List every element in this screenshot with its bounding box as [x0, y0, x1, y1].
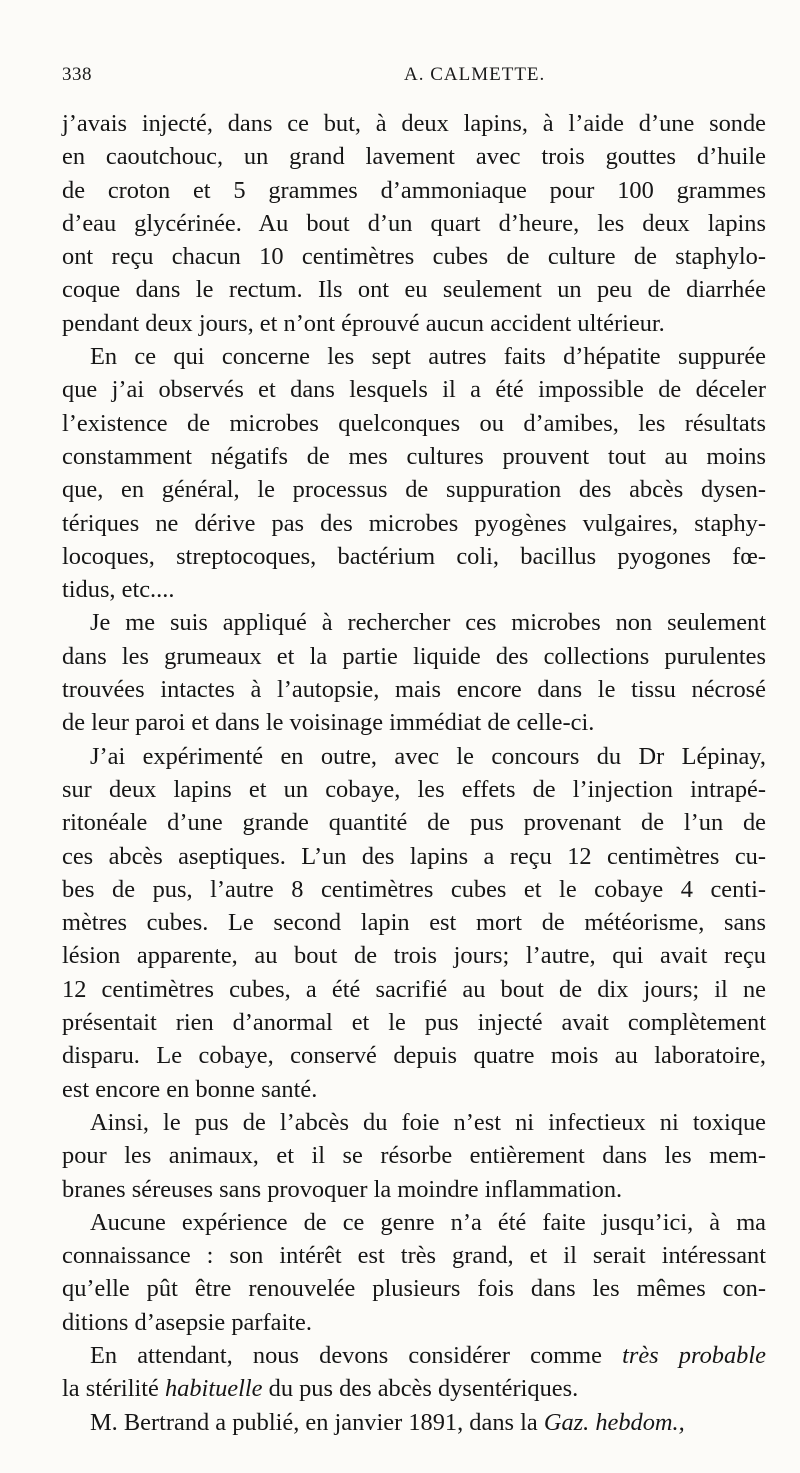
text-line: présentait rien d’anormal et le pus injecté avait complètement	[62, 1009, 766, 1037]
text-line: de leur paroi et dans le voisinage immédiat de celle-ci.	[62, 709, 595, 737]
text-line: tériques ne dérive pas des microbes pyogènes vulgaires, staphy-	[62, 509, 766, 537]
body-text	[62, 107, 766, 1439]
text-line: sur deux lapins et un cobaye, les effets de l’injection intrapé-	[62, 775, 766, 803]
text-line: est encore en bonne santé.	[62, 1075, 318, 1103]
text-line: ont reçu chacun 10 centimètres cubes de culture de staphylo-	[62, 243, 766, 271]
text-line: l’existence de microbes quelconques ou d’amibes, les résultats	[62, 409, 766, 437]
text-line: de croton et 5 grammes d’ammoniaque pour 100 grammes	[62, 176, 766, 204]
page-header	[62, 62, 782, 90]
text-line: d’eau glycérinée. Au bout d’un quart d’heure, les deux lapins	[62, 209, 766, 237]
text-line: coque dans le rectum. Ils ont eu seulement un peu de diarrhée	[62, 276, 766, 304]
text-line: branes séreuses sans provoquer la moindre inflammation.	[62, 1175, 623, 1203]
text-line: constamment négatifs de mes cultures prouvent tout au moins	[62, 442, 766, 470]
text-run: M. Bertrand a publié, en janvier 1891, dans la	[90, 1408, 538, 1436]
text-line: En ce qui concerne les sept autres faits d’hépatite suppurée	[90, 343, 766, 371]
italic-text: Gaz. hebdom.,	[543, 1408, 685, 1436]
text-line: locoques, streptocoques, bactérium coli, bacillus pyogones fœ-	[62, 542, 766, 570]
running-head: A. CALMETTE.	[404, 64, 546, 85]
text-line: j’avais injecté, dans ce but, à deux lapins, à l’aide d’une sonde	[62, 110, 766, 137]
text-line: Je me suis appliqué à rechercher ces microbes non seulement	[90, 609, 766, 637]
italic-text: très probable	[622, 1341, 766, 1369]
text-line: connaissance : son intérêt est très grand, et il serait intéressant	[62, 1242, 766, 1270]
text-run: En attendant, nous devons considérer comme	[90, 1341, 602, 1369]
text-line: ritonéale d’une grande quantité de pus provenant de l’un de	[62, 809, 766, 837]
text-line: pour les animaux, et il se résorbe entièrement dans les mem-	[62, 1142, 766, 1170]
text-line: disparu. Le cobaye, conservé depuis quatre mois au laboratoire,	[62, 1042, 766, 1070]
text-line: mètres cubes. Le second lapin est mort de météorisme, sans	[62, 909, 766, 937]
text-line	[62, 1339, 766, 1372]
text-line: trouvées intactes à l’autopsie, mais encore dans le tissu nécrosé	[62, 676, 766, 704]
text-line: 12 centimètres cubes, a été sacrifié au bout de dix jours; il ne	[62, 975, 766, 1003]
text-line: ces abcès aseptiques. L’un des lapins a reçu 12 centimètres cu-	[62, 842, 766, 870]
text-run: la stérilité	[62, 1375, 159, 1403]
text-line: tidus, etc....	[62, 576, 175, 604]
text-run: du pus des abcès dysentériques.	[268, 1375, 579, 1403]
text-line: pendant deux jours, et n’ont éprouvé aucun accident ultérieur.	[62, 309, 665, 337]
text-line: ditions d’asepsie parfaite.	[62, 1308, 312, 1336]
text-line: J’ai expérimenté en outre, avec le concours du Dr Lépinay,	[90, 742, 766, 770]
text-line	[62, 1372, 766, 1405]
text-line: lésion apparente, au bout de trois jours; l’autre, qui avait reçu	[62, 942, 766, 970]
text-line: que j’ai observés et dans lesquels il a été impossible de déceler	[62, 376, 766, 404]
text-line: Ainsi, le pus de l’abcès du foie n’est ni infectieux ni toxique	[90, 1108, 766, 1136]
text-line: que, en général, le processus de suppuration des abcès dysen-	[62, 476, 766, 504]
text-line: dans les grumeaux et la partie liquide des collections purulentes	[62, 642, 766, 670]
text-line: Aucune expérience de ce genre n’a été faite jusqu’ici, à ma	[90, 1208, 766, 1236]
text-line: bes de pus, l’autre 8 centimètres cubes et le cobaye 4 centi-	[62, 875, 766, 903]
page-number: 338	[62, 64, 92, 85]
text-line: qu’elle pût être renouvelée plusieurs fois dans les mêmes con-	[62, 1275, 766, 1303]
text-line	[62, 1406, 766, 1439]
italic-text: habituelle	[164, 1375, 263, 1403]
text-line: en caoutchouc, un grand lavement avec trois gouttes d’huile	[62, 143, 766, 171]
